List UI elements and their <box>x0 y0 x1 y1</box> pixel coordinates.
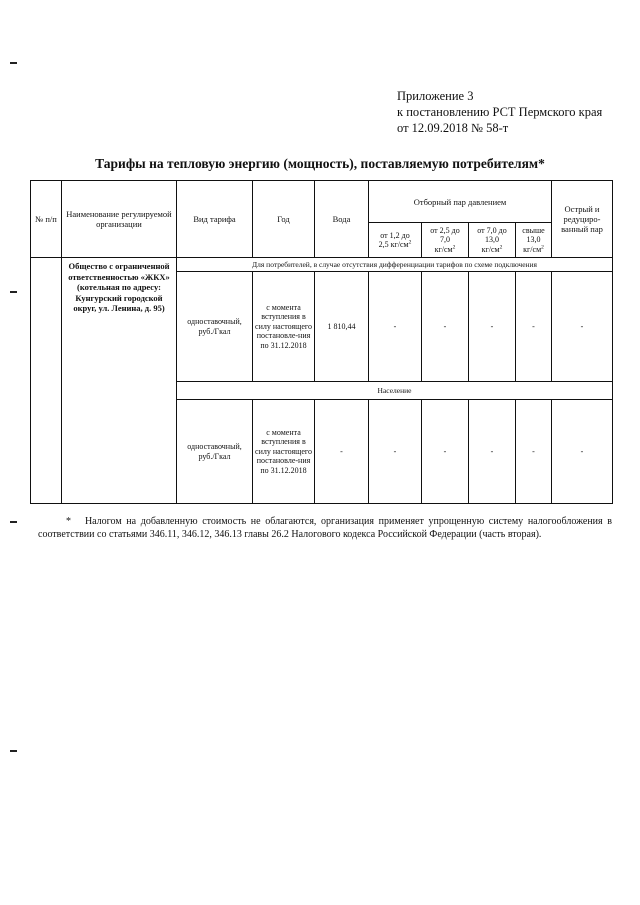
footnote-text: Налогом на добавленную стоимость не облагаются, организация применяет упрощенную систему налогообложения в соответствии со статьями 346.11, 346.12, 346.13 главы 26.2 Налогового кодекса Российской Федерации (часть вторая). <box>38 516 612 540</box>
header-water: Вода <box>315 181 369 258</box>
appendix-header <box>397 88 602 136</box>
header-tariff-type: Вид тарифа <box>177 181 253 258</box>
section-label: Для потребителей, в случае отсутствия дифференциации тарифов по схеме подключения <box>177 258 613 272</box>
tariff-table <box>30 180 613 504</box>
table-row <box>31 258 613 272</box>
sharp-steam-cell: - <box>552 400 613 504</box>
steam-3-cell: - <box>469 400 516 504</box>
tariff-type-cell: одноставочный, руб./Гкал <box>177 272 253 382</box>
page-title: Тарифы на тепловую энергию (мощность), поставляемую потребителям* <box>95 156 545 171</box>
header-sharp-steam: Острый и редуциро-ванный пар <box>552 181 613 258</box>
header-steam-4: свыше 13,0 $кг/см^2$ <box>516 223 552 258</box>
margin-mark-4 <box>10 750 17 752</box>
year-cell: с момента вступления в силу настоящего постановле-ния по 31.12.2018 <box>253 400 315 504</box>
header-steam-group: Отборный пар давлением <box>369 181 552 223</box>
steam-1-cell: - <box>369 400 422 504</box>
header-steam-3: от 7,0 до 13,0 $кг/см^2$ <box>469 223 516 258</box>
tariff-type-cell: одноставочный, руб./Гкал <box>177 400 253 504</box>
appendix-line-2: к постановлению РСТ Пермского края <box>397 105 603 119</box>
water-cell: - <box>315 400 369 504</box>
appendix-line-3: от 12.09.2018 № 58-т <box>397 121 509 135</box>
header-num: № п/п <box>31 181 62 258</box>
header-org: Наименование регулируемой организации <box>62 181 177 258</box>
appendix-line-1: Приложение 3 <box>397 89 474 103</box>
steam-2-cell: - <box>422 400 469 504</box>
steam-2-cell: - <box>422 272 469 382</box>
margin-mark-2 <box>10 291 17 293</box>
steam-4-cell: - <box>516 400 552 504</box>
year-cell: с момента вступления в силу настоящего постановле-ния по 31.12.2018 <box>253 272 315 382</box>
margin-mark-3 <box>10 521 17 523</box>
section-label: Население <box>177 382 613 400</box>
water-cell: 1 810,44 <box>315 272 369 382</box>
margin-mark-1 <box>10 62 17 64</box>
organization-name: Общество с ограниченной ответственностью «ЖКХ» (котельная по адресу: Кунгурский городской округ, ул. Ленина, д. 95) <box>62 258 177 504</box>
header-steam-1: от 1,2 до 2,5 $кг/см^2$ <box>369 223 422 258</box>
footnote <box>38 515 612 541</box>
steam-1-cell: - <box>369 272 422 382</box>
sharp-steam-cell: - <box>552 272 613 382</box>
header-row-1 <box>31 181 613 223</box>
steam-3-cell: - <box>469 272 516 382</box>
steam-4-cell: - <box>516 272 552 382</box>
header-steam-2: от 2,5 до 7,0 $кг/см^2$ <box>422 223 469 258</box>
header-year: Год <box>253 181 315 258</box>
row-number <box>31 258 62 504</box>
footnote-mark: * <box>66 516 71 527</box>
